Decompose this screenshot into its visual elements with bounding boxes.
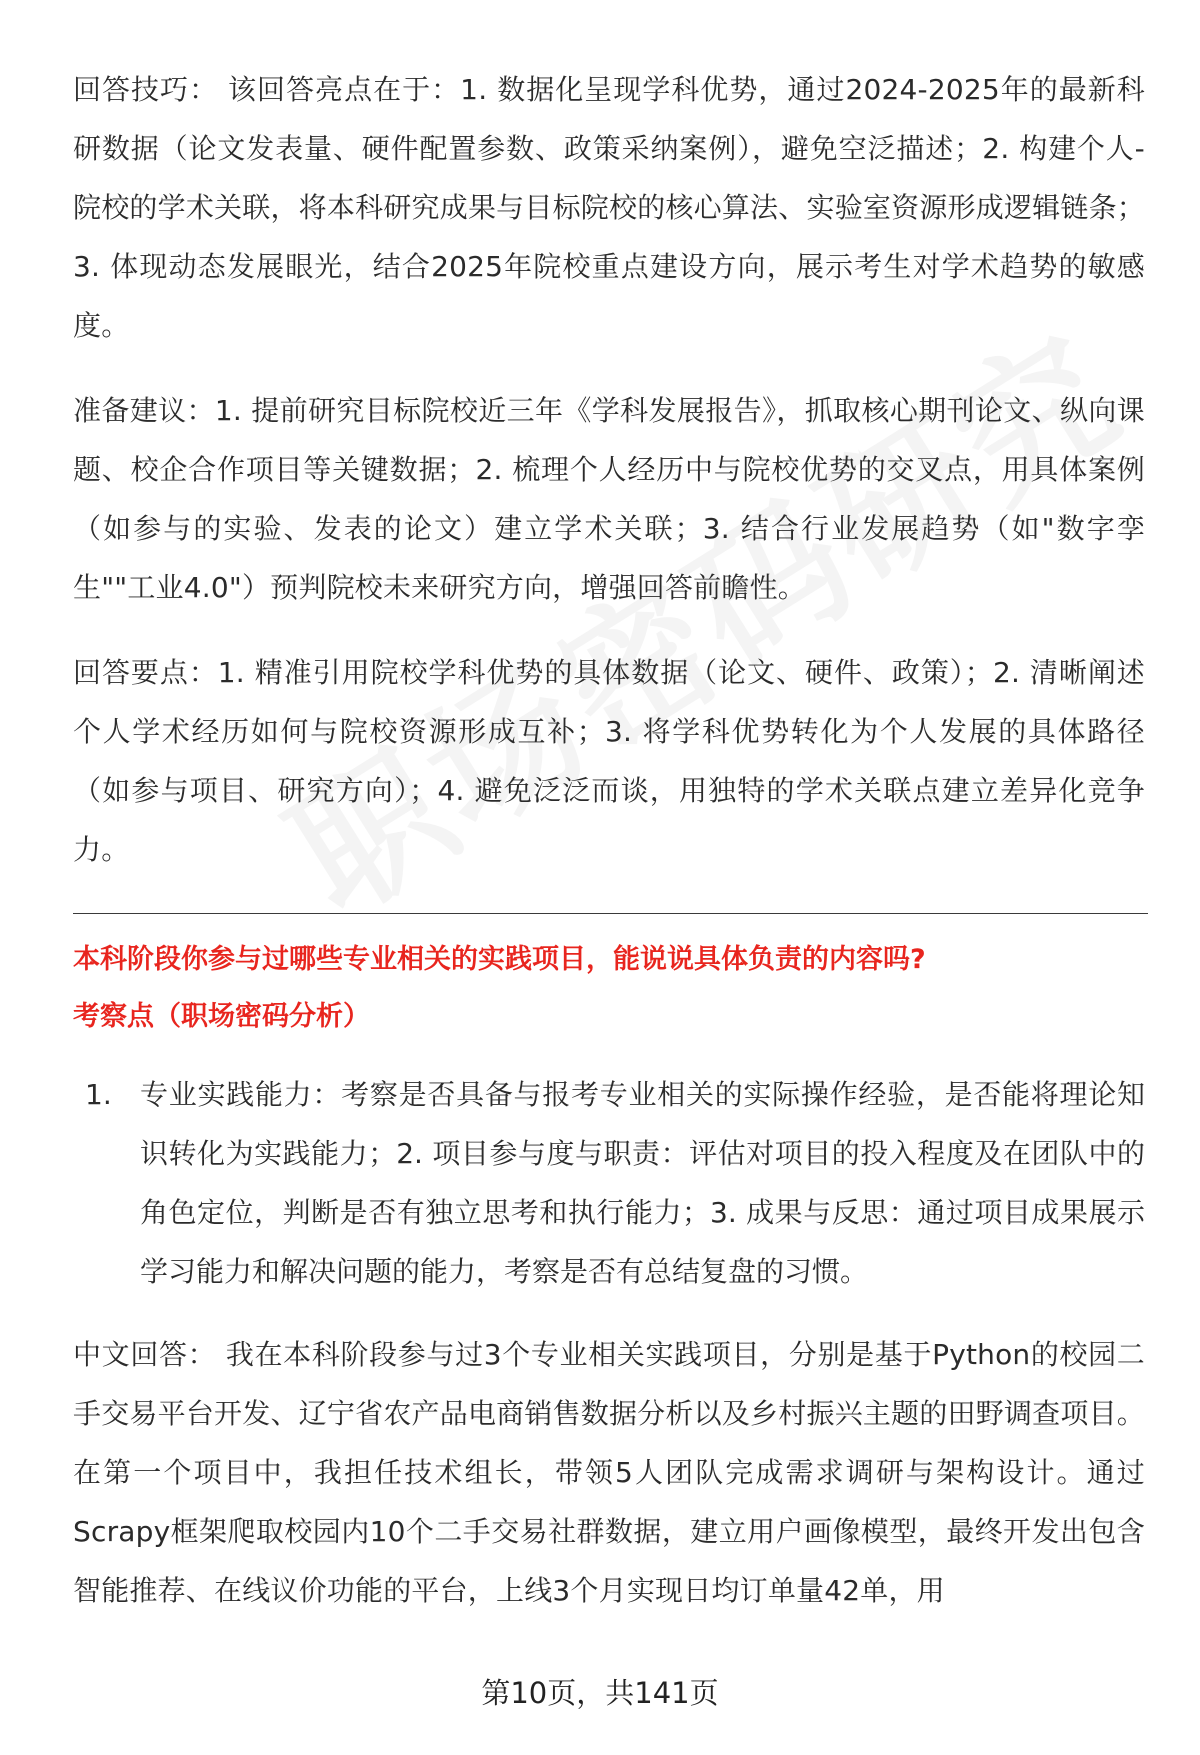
document-page <box>73 60 1145 1646</box>
section-divider <box>73 913 1148 914</box>
focus-list <box>73 1065 1145 1301</box>
answer-tips-paragraph: 回答技巧： 该回答亮点在于：1. 数据化呈现学科优势，通过2024-2025年的最新科研数据（论文发表量、硬件配置参数、政策采纳案例），避免空泛描述；2. 构建个人-院校的学术关联，将本科研究成果与目标院校的核心算法、实验室资源形成逻辑链条；3. 体现动态发展眼光，结合2025年院校重点建设方向，展示考生对学术趋势的敏感度。 <box>73 73 1145 342</box>
key-points-paragraph: 回答要点：1. 精准引用院校学科优势的具体数据（论文、硬件、政策）；2. 清晰阐述个人学术经历如何与院校资源形成互补；3. 将学科优势转化为个人发展的具体路径（如参与项目、研究方向）；4. 避免泛泛而谈，用独特的学术关联点建立差异化竞争力。 <box>73 656 1145 866</box>
list-item-text: 专业实践能力：考察是否具备与报考专业相关的实际操作经验，是否能将理论知识转化为实践能力；2. 项目参与度与职责：评估对项目的投入程度及在团队中的角色定位，判断是否有独立思考和执行能力；3. 成果与反思：通过项目成果展示学习能力和解决问题的能力，考察是否有总结复盘的习惯。 <box>140 1078 1145 1288</box>
chinese-answer-paragraph: 中文回答： 我在本科阶段参与过3个专业相关实践项目，分别是基于Python的校园二手交易平台开发、辽宁省农产品电商销售数据分析以及乡村振兴主题的田野调查项目。在第一个项目中，我担任技术组长，带领5人团队完成需求调研与架构设计。通过Scrapy框架爬取校园内10个二手交易社群数据，建立用户画像模型，最终开发出包含智能推荐、在线议价功能的平台，上线3个月实现日均订单量42单，用 <box>73 1338 1145 1607</box>
page-number: 第10页，共141页 <box>481 1676 719 1710</box>
list-item-number: 1. <box>85 1078 112 1111</box>
prep-advice-paragraph: 准备建议：1. 提前研究目标院校近三年《学科发展报告》，抓取核心期刊论文、纵向课题、校企合作项目等关键数据；2. 梳理个人经历中与院校优势的交叉点，用具体案例（如参与的实验、发表的论文）建立学术关联；3. 结合行业发展趋势（如"数字孪生""工业4.0"）预判院校未来研究方向，增强回答前瞻性。 <box>73 394 1145 604</box>
focus-heading: 考察点（职场密码分析） <box>73 1001 370 1032</box>
question-title: 本科阶段你参与过哪些专业相关的实践项目，能说说具体负责的内容吗? <box>73 944 926 975</box>
list-item <box>73 1065 1145 1301</box>
